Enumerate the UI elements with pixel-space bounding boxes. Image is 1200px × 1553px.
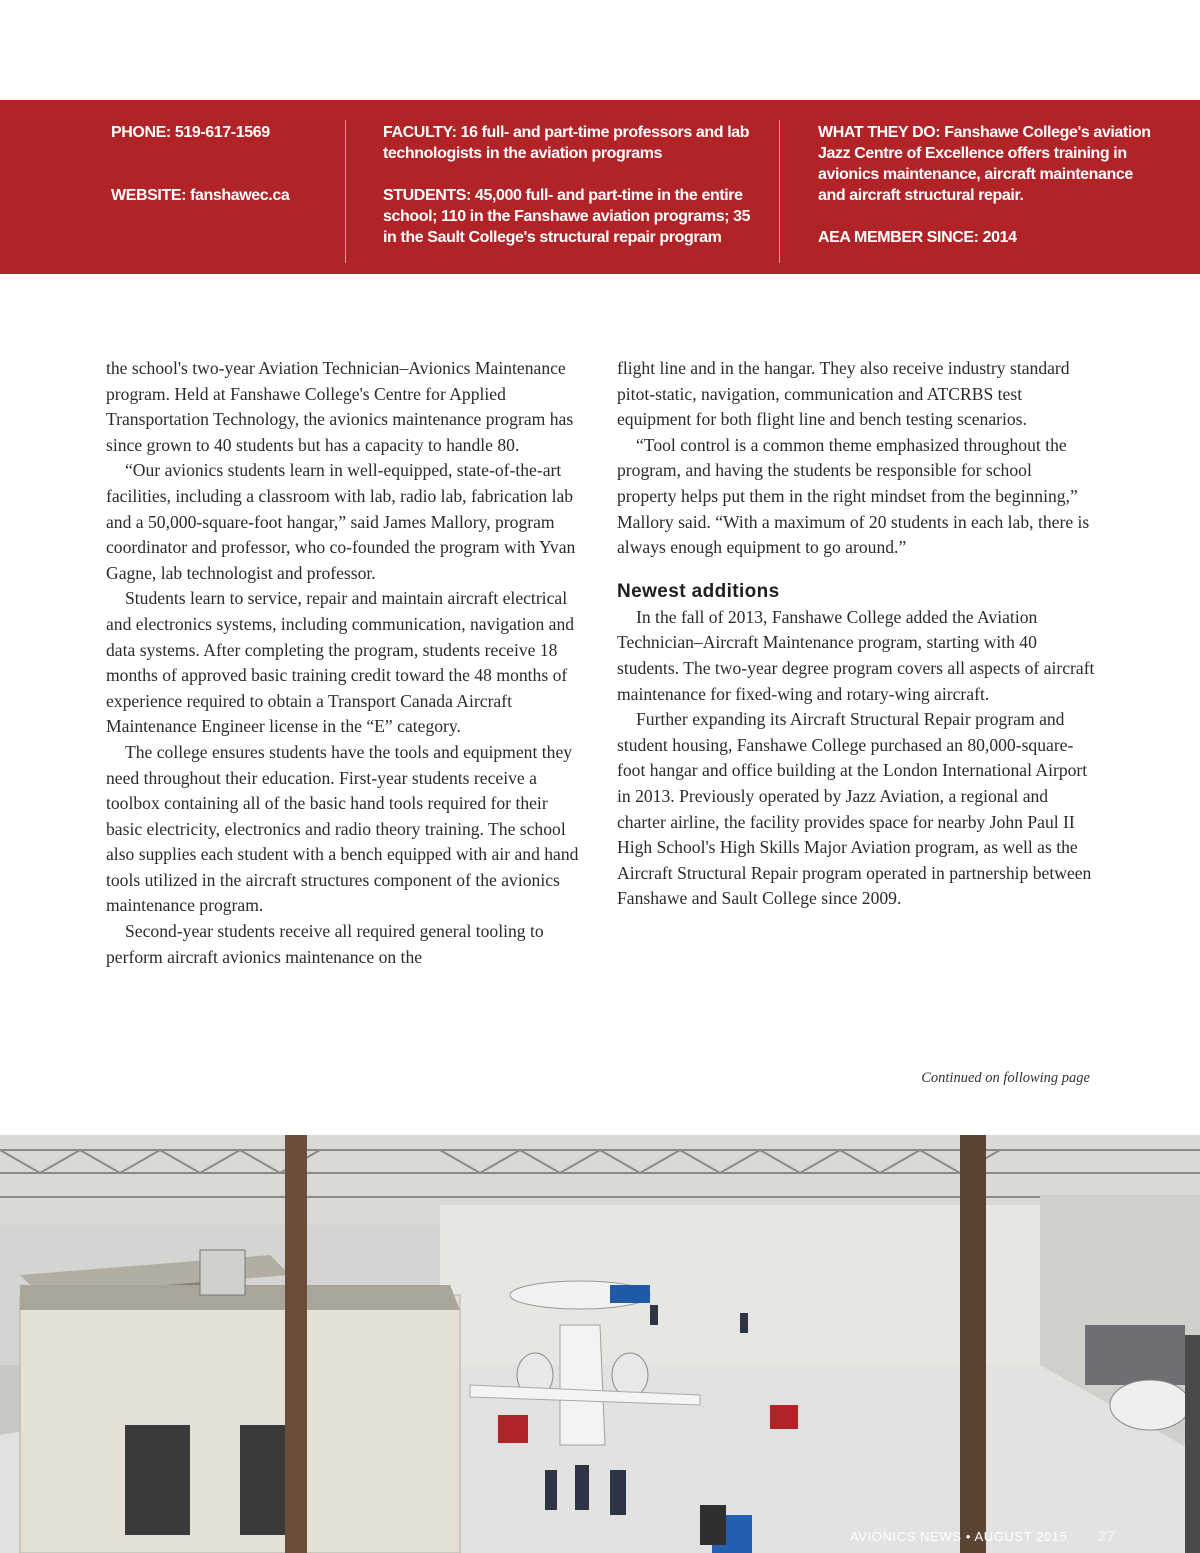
article-left-column: [106, 356, 584, 970]
hangar-photo: [0, 1135, 1200, 1553]
info-banner: [0, 100, 1200, 274]
continued-note: Continued on following page: [921, 1070, 1090, 1086]
page-footer: [850, 1528, 1130, 1550]
students-value: 45,000 full- and part-time in the entire school; 110 in the Fanshawe aviation programs; 35 in the Sault College's structural repair program: [383, 187, 751, 246]
what-label: WHAT THEY DO:: [818, 124, 941, 141]
issue-date: AUGUST 2015: [974, 1529, 1068, 1544]
shed-building: [20, 1250, 460, 1553]
banner-divider: [345, 120, 346, 263]
contact-column: [111, 122, 331, 206]
staff-column: [383, 122, 763, 248]
paragraph: Students learn to service, repair and maintain aircraft electrical and electronics systems, including communication, navigation and data systems. After completing the program, students receive 18 months of approved basic training credit toward the 48 months of experience required to obtain a Transport Canada Aircraft Maintenance Engineer license in the “E” category.: [106, 588, 575, 737]
member-line: [818, 227, 1163, 248]
about-column: [818, 122, 1163, 248]
section-heading: Newest additions: [617, 580, 780, 602]
page-number: 27: [1097, 1528, 1116, 1545]
faculty-line: [383, 122, 763, 164]
students-line: [383, 185, 763, 248]
banner-divider: [779, 120, 780, 263]
phone-line: [111, 122, 331, 143]
paragraph: Further expanding its Aircraft Structural Repair program and student housing, Fanshawe College purchased an 80,000-square-foot hangar and office building at the London International Airport in 2013. Previously operated by Jazz Aviation, a regional and charter airline, the facility provides space for nearby John Paul II High School's High Skills Major Aviation program, as well as the Aircraft Structural Repair program operated in partnership between Fanshawe and Sault College since 2009.: [617, 709, 1092, 909]
phone-value: 519-617-1569: [174, 124, 270, 141]
faculty-label: FACULTY:: [383, 124, 457, 141]
what-value: Fanshawe College's aviation Jazz Centre of Excellence offers training in avionics maintenance, aircraft maintenance and aircraft structural repair.: [818, 124, 1151, 204]
website-value: fanshawec.ca: [190, 187, 290, 204]
publication-name: AVIONICS NEWS: [850, 1529, 962, 1544]
member-label: AEA MEMBER SINCE:: [818, 229, 979, 246]
footer-bullet: •: [965, 1529, 971, 1544]
article-right-column: [617, 356, 1095, 912]
faculty-value: 16 full- and part-time professors and lab technologists in the aviation programs: [383, 124, 750, 162]
website-label: WEBSITE:: [111, 187, 187, 204]
paragraph: flight line and in the hangar. They also receive industry standard pitot-static, navigation, communication and ATCRBS test equipment for both flight line and bench testing scenarios.: [617, 358, 1070, 430]
paragraph: “Our avionics students learn in well-equipped, state-of-the-art facilities, including a classroom with lab, radio lab, fabrication lab and a 50,000-square-foot hangar,” said James Mallory, program coordinator and professor, who co-founded the program with Yvan Gagne, lab technologist and professor.: [106, 460, 576, 583]
paragraph: the school's two-year Aviation Technician–Avionics Maintenance program. Held at Fanshawe College's Centre for Applied Transportation Technology, the avionics maintenance program has since grown to 40 students but has a capacity to handle 80.: [106, 358, 574, 455]
paragraph: Second-year students receive all required general tooling to perform aircraft avionics maintenance on the: [106, 921, 544, 967]
member-value: 2014: [982, 229, 1017, 246]
students-label: STUDENTS:: [383, 187, 471, 204]
website-line: [111, 185, 331, 206]
paragraph: In the fall of 2013, Fanshawe College added the Aviation Technician–Aircraft Maintenance program, starting with 40 students. The two-year degree program covers all aspects of aircraft maintenance for fixed-wing and rotary-wing aircraft.: [617, 606, 1095, 704]
hangar-illustration: [0, 1135, 1200, 1553]
paragraph: “Tool control is a common theme emphasized throughout the program, and having the students be responsible for school property helps put them in the right mindset from the beginning,” Mallory said. “With a maximum of 20 students in each lab, there is always enough equipment to go around.”: [617, 434, 1090, 558]
paragraph: The college ensures students have the tools and equipment they need throughout their education. First-year students receive a toolbox containing all of the basic hand tools required for their basic electricity, electronics and radio theory training. The school also supplies each student with a bench equipped with air and hand tools utilized in the aircraft structures component of the avionics maintenance program.: [106, 741, 579, 916]
phone-label: PHONE:: [111, 124, 171, 141]
what-they-do-line: [818, 122, 1163, 206]
